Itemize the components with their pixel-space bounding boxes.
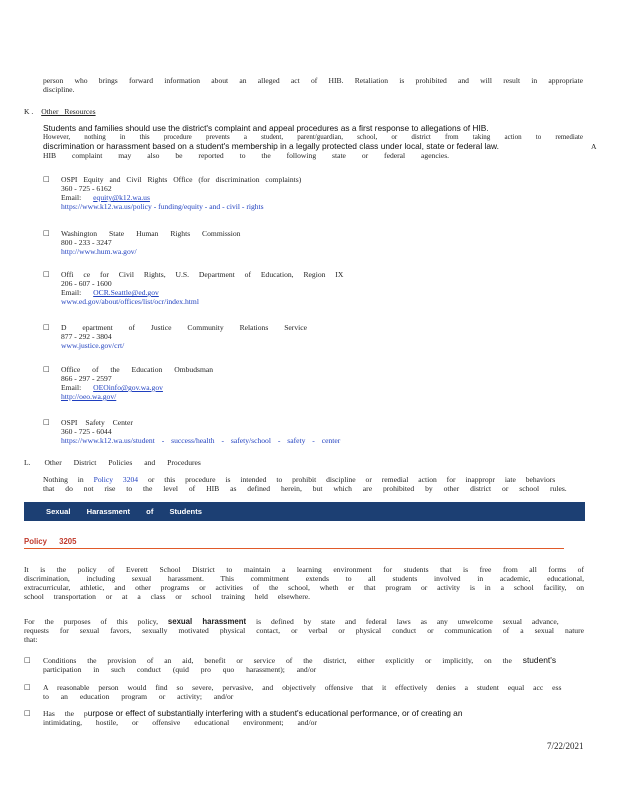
bullet-icon: □ <box>43 175 50 183</box>
bullet-icon: □ <box>43 365 50 373</box>
human-rights-url[interactable]: http://www.hum.wa.gov/ <box>61 247 137 256</box>
retaliation-paragraph: person who brings forward information about an alleged act of HIB. Retaliation is prohibited and will result in appropriate discipline. <box>43 76 583 94</box>
ospi-equity-url[interactable]: https://www.k12.wa.us/policy - funding/equity - and - civil - rights <box>61 202 264 211</box>
ocr-url[interactable]: www.ed.gov/about/offices/list/ocr/index.html <box>61 297 199 306</box>
section-banner <box>24 502 585 521</box>
condition-item: Has the purpose or effect of substantially interfering with a student's educational performance, or of creating an intimidating, hostile, or offensive educational environment; and/or <box>43 708 463 727</box>
sexual-harassment-term: sexual harassment <box>167 617 247 626</box>
resource-safety-center: OSPI Safety Center 360 - 725 - 6044 https://www.k12.wa.us/student - success/health - safety/school - safety - center <box>61 418 581 445</box>
resource-ospi-equity: OSPI Equity and Civil Rights Office (for discrimination complaints) 360 - 725 - 6162 Email: equity@k12.wa.us https://www.k12.wa.us/policy - funding/equity - and - civil - rights <box>61 175 581 211</box>
resource-ocr: Offi ce for Civil Rights, U.S. Department of Education, Region IX 206 - 607 - 1600 Email: OCR.Seattle@ed.gov www.ed.gov/about/offices/list/ocr/index.html <box>61 270 581 306</box>
section-k-body: Students and families should use the district's complaint and appeal procedures as a first response to allegations of HIB. However, nothing in this procedure prevents a student, parent/guardian, school, or district from taking action to remediate discrimination or harassment based on a student's membership in a legally protected class under local, state or federal law. A HIB complaint may also be reported to the following state or federal agencies. <box>43 123 597 160</box>
banner-title: Sexual Harassment of Students <box>46 507 202 516</box>
safety-center-url[interactable]: https://www.k12.wa.us/student - success/health - safety/school - safety - center <box>61 436 341 445</box>
policy-3204-link[interactable]: Policy 3204 <box>93 475 139 484</box>
policy-divider <box>24 548 564 549</box>
policy-title: Policy 3205 <box>24 537 77 546</box>
resource-human-rights: Washington State Human Rights Commission 800 - 233 - 3247 http://www.hum.wa.gov/ <box>61 229 581 256</box>
bullet-icon: □ <box>43 229 50 237</box>
resource-ombudsman: Office of the Education Ombudsman 866 - 297 - 2597 Email: OEOinfo@gov.wa.gov http://oeo.wa.gov/ <box>61 365 581 401</box>
ocr-email-link[interactable]: OCR.Seattle@ed.gov <box>93 288 159 297</box>
oeo-url[interactable]: http://oeo.wa.gov/ <box>61 392 117 401</box>
section-l-body: Nothing in Policy 3204 or this procedure is intended to prohibit discipline or remedial action for inappropr iate behaviors that do not rise to the level of HIB as defined herein, but which are prohibited by other district or school rules. <box>43 475 567 493</box>
resource-doj: D epartment of Justice Community Relations Service 877 - 292 - 3804 www.justice.gov/crt/ <box>61 323 581 350</box>
condition-item: Conditions the provision of an aid, benefit or service of the district, either explicitly or implicitly, on the student's participation in such conduct (quid pro quo harassment); and/or <box>43 655 557 674</box>
bullet-icon: □ <box>24 656 31 664</box>
section-l-heading: L. Other District Policies and Procedures <box>24 458 201 467</box>
oeo-email-link[interactable]: OEOinfo@gov.wa.gov <box>93 383 163 392</box>
bullet-icon: □ <box>43 323 50 331</box>
bullet-icon: □ <box>43 418 50 426</box>
condition-item: A reasonable person would find so severe, pervasive, and objectively offensive that it effectively denies a student equal acc ess to an education program or activity; and/or <box>43 683 562 701</box>
bullet-icon: □ <box>43 270 50 278</box>
doj-url[interactable]: www.justice.gov/crt/ <box>61 341 125 350</box>
section-l-title: Other District Policies and Procedures <box>44 458 201 467</box>
policy-paragraph-1: It is the policy of Everett School District to maintain a learning environment for students that is free from all forms of discrimination, including sexual harassment. This commitment extends to all students involved in academic, educational, extracurricular, athletic, and other programs or activities of the school, wheth er that program or activity is in a school facility, on school transportation or at a class or school training held elsewhere. <box>24 565 584 601</box>
footer-date: 7/22/2021 <box>547 741 584 751</box>
policy-paragraph-2: For the purposes of this policy, sexual harassment is defined by state and federal laws as any unwelcome sexual advance, requests for sexual favors, sexually motivated physical contact, or verbal or physical conduct or communication of a sexual nature that: <box>24 617 584 644</box>
equity-email-link[interactable]: equity@k12.wa.us <box>93 193 150 202</box>
bullet-icon: □ <box>24 709 31 717</box>
section-k-title: Other Resources <box>41 107 96 116</box>
section-k-heading: K . Other Resources <box>24 107 96 116</box>
bullet-icon: □ <box>24 683 31 691</box>
